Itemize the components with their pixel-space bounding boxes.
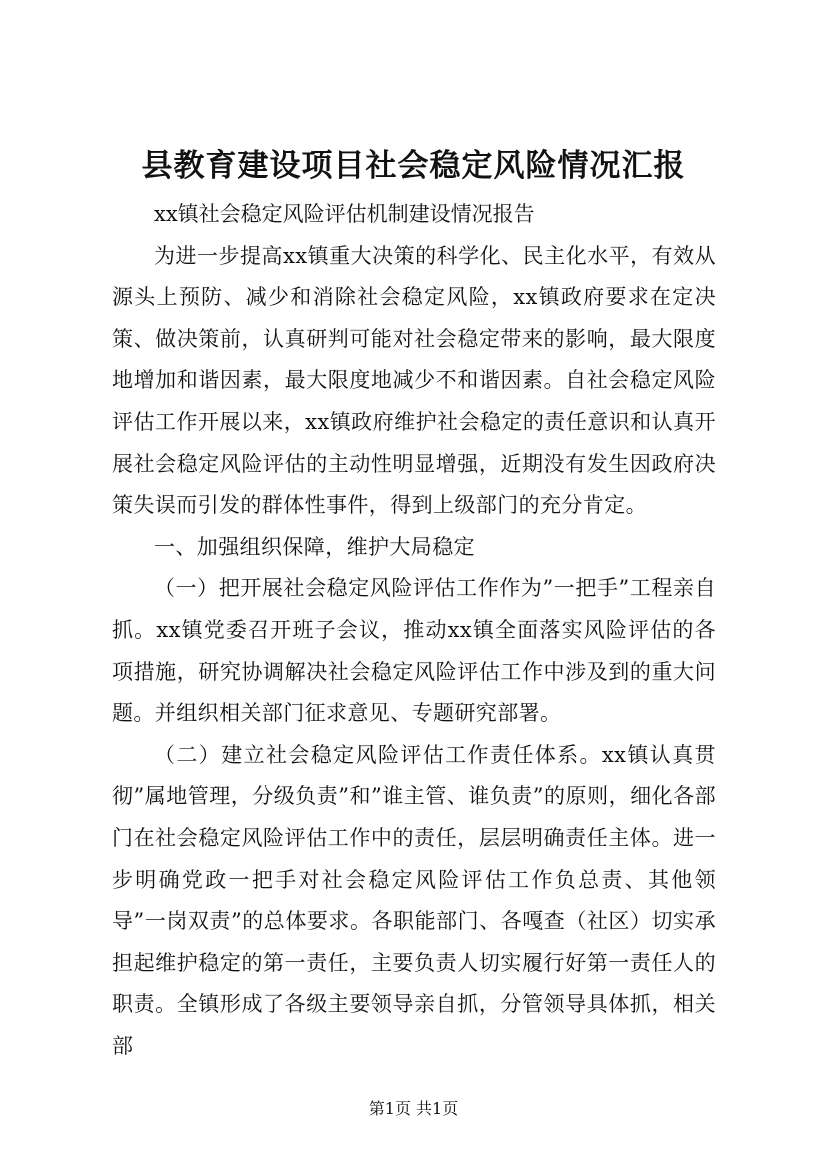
document-subtitle: xx镇社会稳定风险评估机制建设情况报告: [154, 202, 535, 226]
section-heading: 一、加强组织保障，维护大局稳定: [154, 534, 475, 559]
paragraph-intro: 为进一步提高xx镇重大决策的科学化、民主化水平，有效从源头上预防、减少和消除社会稳定风险，xx镇政府要求在定决策、做决策前，认真研判可能对社会稳定带来的影响，最大限度地增加和谐因素，最大限度地减少不和谐因素。自社会稳定风险评估工作开展以来，xx镇政府维护社会稳定的责任意识和认真开展社会稳定风险评估的主动性明显增强，近期没有发生因政府决策失误而引发的群体性事件，得到上级部门的充分肯定。: [112, 243, 716, 518]
document-title: 县教育建设项目社会稳定风险情况汇报: [141, 148, 686, 184]
paragraph-item-1: （一）把开展社会稳定风险评估工作作为”一把手”工程亲自抓。xx镇党委召开班子会议，推动xx镇全面落实风险评估的各项措施，研究协调解决社会稳定风险评估工作中涉及到的重大问题。并组织相关部门征求意见、专题研究部署。: [112, 576, 716, 726]
paragraph-item-2: （二）建立社会稳定风险评估工作责任体系。xx镇认真贯彻”属地管理，分级负责”和”谁主管、谁负责”的原则，细化各部门在社会稳定风险评估工作中的责任，层层明确责任主体。进一步明确党政一把手对社会稳定风险评估工作负总责、其他领导”一岗双责”的总体要求。各职能部门、各嘎查（社区）切实承担起维护稳定的第一责任，主要负责人切实履行好第一责任人的职责。全镇形成了各级主要领导亲自抓，分管领导具体抓，相关部: [112, 742, 716, 1058]
page-footer: 第1页 共1页: [368, 1099, 459, 1118]
document-body: [112, 194, 716, 1067]
